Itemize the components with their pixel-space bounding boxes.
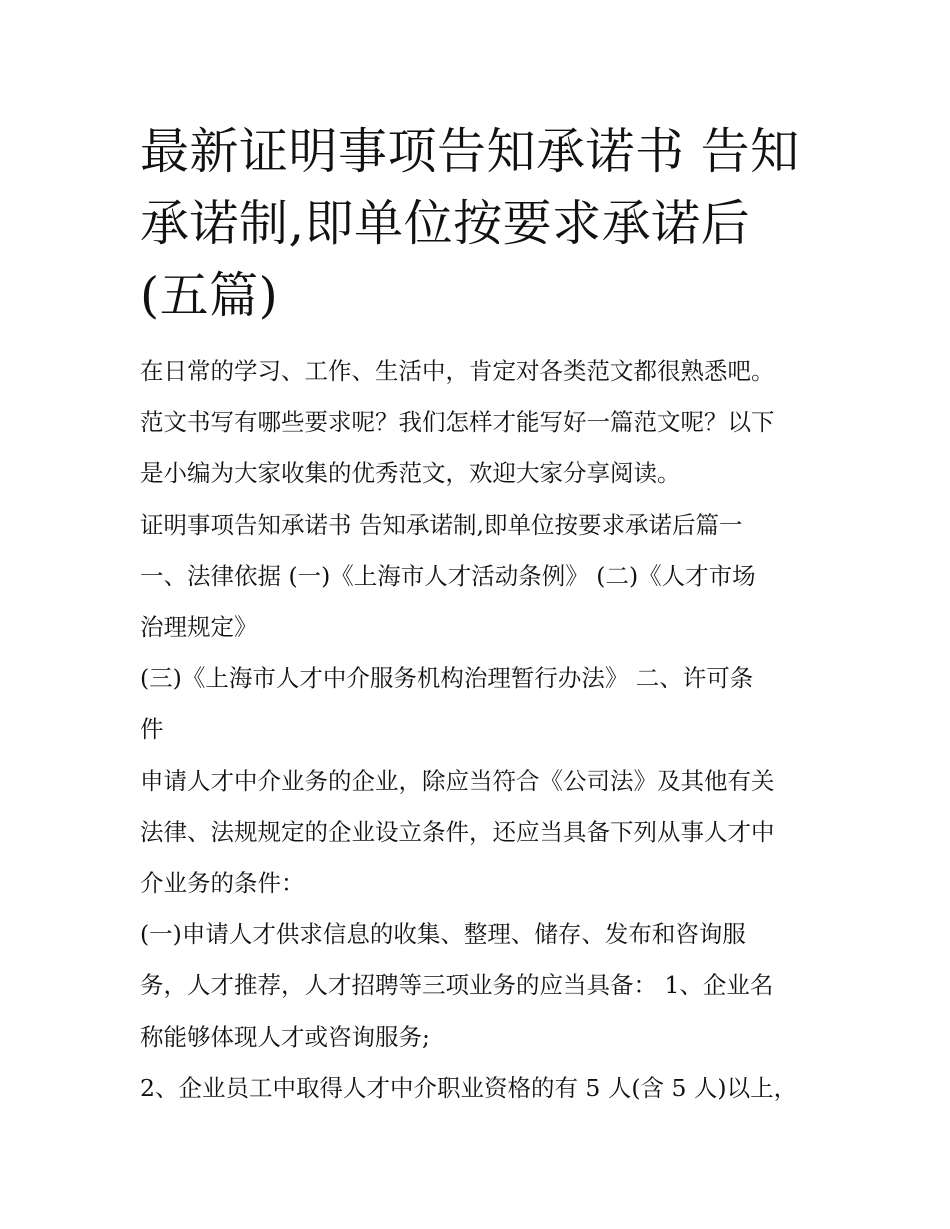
body-line: 法律、法规规定的企业设立条件，还应当具备下列从事人才中	[140, 817, 775, 846]
body-line: 申请人才中介业务的企业，除应当符合《公司法》及其他有关	[140, 766, 775, 795]
body-line: (一)申请人才供求信息的收集、整理、储存、发布和咨询服	[140, 920, 746, 949]
section-heading: 证明事项告知承诺书 告知承诺制,即单位按要求承诺后篇一	[140, 510, 743, 539]
body-line: (三)《上海市人才中介服务机构治理暂行办法》 二、许可条	[140, 664, 754, 693]
body-line: 2、企业员工中取得人才中介职业资格的有 5 人(含 5 人)以上，	[140, 1073, 798, 1102]
body-line: 介业务的条件：	[140, 869, 305, 898]
body-line: 范文书写有哪些要求呢？我们怎样才能写好一篇范文呢？以下	[140, 408, 775, 437]
body-line: 件	[140, 715, 164, 744]
body-line: 治理规定》	[140, 613, 258, 642]
body-line: 一、法律依据 (一)《上海市人才活动条例》 (二)《人才市场	[140, 561, 756, 590]
body-line: 务，人才推荐，人才招聘等三项业务的应当具备： 1、企业名	[140, 971, 774, 1000]
title-line: 承诺制,即单位按要求承诺后	[140, 195, 751, 252]
body-line: 称能够体现人才或咨询服务;	[140, 1022, 430, 1051]
title-line: 最新证明事项告知承诺书 告知	[140, 123, 800, 180]
document-content	[140, 116, 830, 1114]
document-body	[140, 346, 830, 1114]
body-line: 在日常的学习、工作、生活中，肯定对各类范文都很熟悉吧。	[140, 357, 775, 385]
title-line: (五篇)	[140, 267, 279, 324]
body-line: 是小编为大家收集的优秀范文，欢迎大家分享阅读。	[140, 459, 681, 488]
document-title	[140, 116, 830, 332]
